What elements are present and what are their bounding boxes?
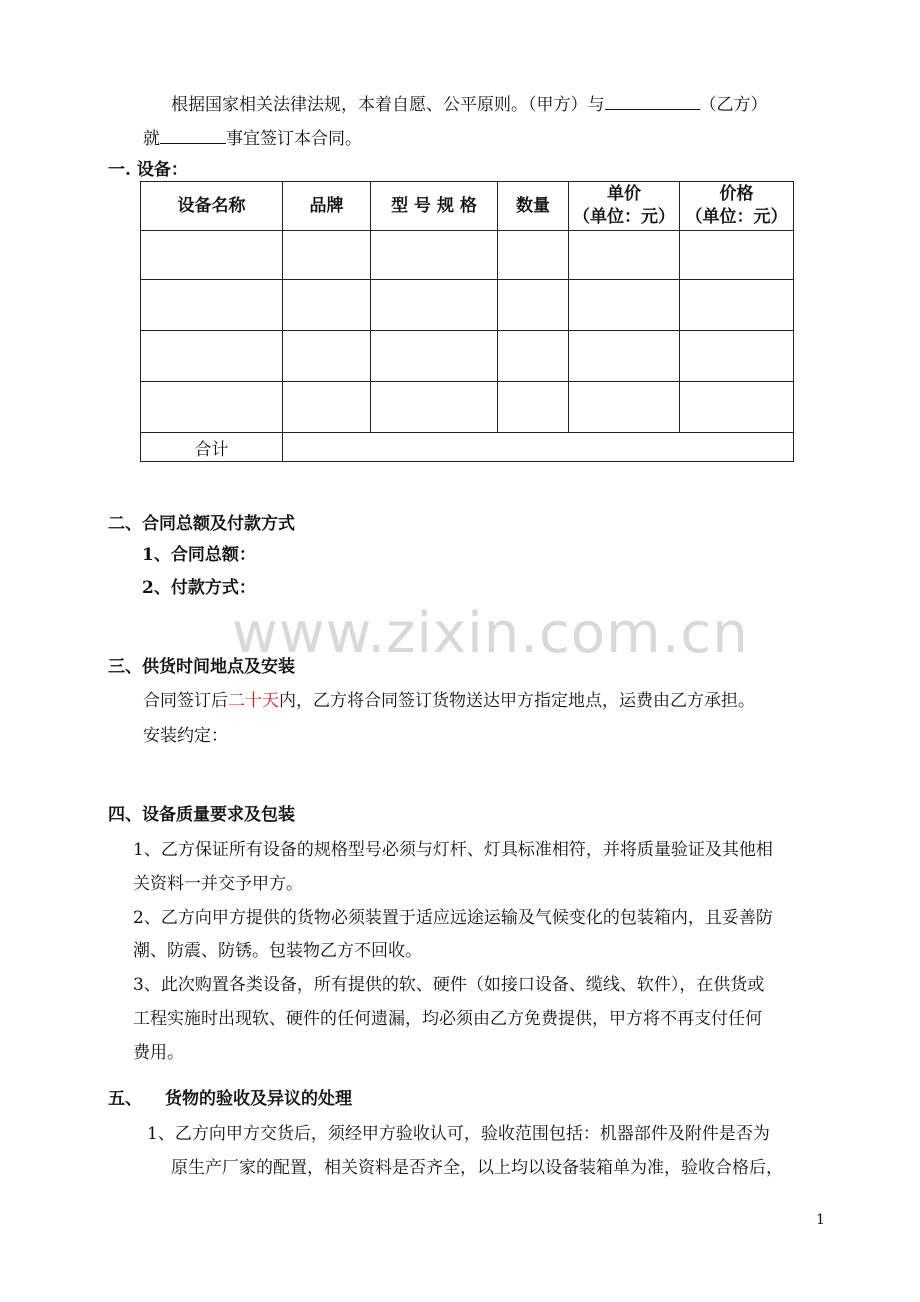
table-cell[interactable] — [141, 231, 283, 280]
table-cell[interactable] — [141, 280, 283, 331]
unit-note: （单位：元） — [573, 207, 675, 227]
unit-note: （单位：元） — [685, 207, 788, 227]
price-label: 价格 — [719, 184, 754, 204]
intro-line-1 — [171, 95, 768, 114]
quality-line: 潮、防震、防锈。包装物乙方不回收。 — [133, 941, 422, 961]
section-2-title: 二、合同总额及付款方式 — [108, 514, 295, 534]
table-cell[interactable] — [680, 382, 794, 433]
header-equipment-name: 设备名称 — [141, 182, 283, 231]
table-cell[interactable] — [498, 331, 569, 382]
party-a-blank[interactable] — [605, 95, 700, 110]
header-brand: 品牌 — [283, 182, 371, 231]
intro-text: 就 — [143, 129, 160, 149]
delivery-days-highlight: 二十天 — [228, 691, 279, 711]
section-5-number: 五、 — [108, 1089, 142, 1109]
table-cell[interactable] — [498, 231, 569, 280]
table-cell[interactable] — [569, 231, 680, 280]
section-3-title: 三、供货时间地点及安装 — [108, 657, 295, 677]
intro-text: 根据国家相关法律法规，本着自愿、公平原则。（甲方）与 — [171, 95, 605, 115]
contract-total-label: 1、合同总额： — [142, 545, 256, 565]
table-row — [141, 382, 794, 433]
quality-line: 工程实施时出现软、硬件的任何遗漏，均必须由乙方免费提供，甲方将不再支付任何 — [133, 1009, 762, 1029]
delivery-text: 合同签订后 — [143, 691, 228, 711]
quality-line: 2、乙方向甲方提供的货物必须装置于适应远途运输及气候变化的包装箱内，且妥善防 — [133, 908, 773, 928]
header-model-spec: 型 号 规 格 — [371, 182, 498, 231]
table-cell[interactable] — [498, 382, 569, 433]
table-cell[interactable] — [569, 331, 680, 382]
quality-line: 费用。 — [133, 1043, 184, 1063]
table-cell[interactable] — [141, 382, 283, 433]
quality-line: 关资料一并交予甲方。 — [133, 874, 303, 894]
quality-line: 3、此次购置各类设备，所有提供的软、硬件（如接口设备、缆线、软件），在供货或 — [133, 975, 765, 995]
section-4-title: 四、设备质量要求及包装 — [108, 805, 295, 825]
table-cell[interactable] — [569, 280, 680, 331]
table-cell[interactable] — [283, 280, 371, 331]
installation-label: 安装约定： — [143, 726, 228, 746]
table-cell[interactable] — [371, 280, 498, 331]
quality-line: 1、乙方保证所有设备的规格型号必须与灯杆、灯具标准相符，并将质量验证及其他相 — [133, 840, 773, 860]
table-cell[interactable] — [680, 231, 794, 280]
equipment-table — [140, 181, 794, 462]
delivery-clause — [143, 693, 755, 710]
party-b-label: （乙方） — [699, 95, 768, 115]
total-label: 合计 — [141, 433, 283, 462]
table-cell[interactable] — [680, 331, 794, 382]
table-row — [141, 331, 794, 382]
acceptance-line: 原生产厂家的配置，相关资料是否齐全，以上均以设备装箱单为准，验收合格后， — [171, 1158, 783, 1178]
header-quantity: 数量 — [498, 182, 569, 231]
section-5-title: 货物的验收及异议的处理 — [165, 1089, 352, 1109]
payment-method-label: 2、付款方式： — [142, 578, 256, 598]
table-cell[interactable] — [498, 280, 569, 331]
unit-price-label: 单价 — [607, 184, 641, 204]
matter-blank[interactable] — [160, 129, 226, 144]
table-total-row — [141, 433, 794, 462]
total-value-cell[interactable] — [283, 433, 794, 462]
table-cell[interactable] — [371, 382, 498, 433]
table-cell[interactable] — [283, 331, 371, 382]
acceptance-line: 1、乙方向甲方交货后，须经甲方验收认可，验收范围包括：机器部件及附件是否为 — [147, 1124, 770, 1144]
table-cell[interactable] — [283, 382, 371, 433]
section-1-title: 一. 设备： — [108, 160, 188, 180]
table-cell[interactable] — [680, 280, 794, 331]
intro-text: 事宜签订本合同。 — [226, 129, 362, 149]
table-row — [141, 280, 794, 331]
table-cell[interactable] — [141, 331, 283, 382]
delivery-text: 内，乙方将合同签订货物送达甲方指定地点，运费由乙方承担。 — [279, 691, 755, 711]
table-header-row — [141, 182, 794, 231]
table-row — [141, 231, 794, 280]
table-cell[interactable] — [371, 331, 498, 382]
table-cell[interactable] — [569, 382, 680, 433]
page-number: 1 — [816, 1212, 825, 1228]
header-price — [680, 182, 794, 231]
table-cell[interactable] — [371, 231, 498, 280]
watermark: www.zixin.com.cn — [232, 601, 749, 666]
table-cell[interactable] — [283, 231, 371, 280]
header-unit-price — [569, 182, 680, 231]
intro-line-2 — [143, 129, 362, 148]
